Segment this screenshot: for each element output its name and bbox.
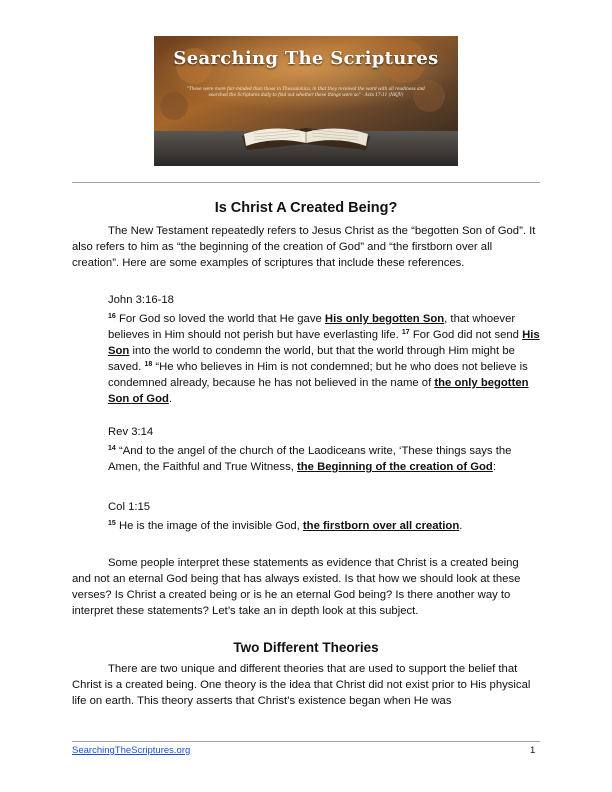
verse-text: : [492,461,496,473]
scripture-ref-col: Col 1:15 [108,501,151,513]
emphasis: His only begotten Son [324,313,445,325]
emphasis: the Beginning of the creation of God [297,461,493,473]
verse-number: 18 [144,361,153,368]
banner-title: Searching The Scriptures [173,48,439,69]
verse-text: into the world to condemn the world, but that the world through Him might be saved. [108,345,515,373]
header-banner [154,36,458,166]
scripture-ref-john: John 3:16-18 [108,294,174,306]
emphasis: the firstborn over all creation [302,520,460,532]
scripture-text-john [108,311,540,407]
scripture-ref-rev: Rev 3:14 [108,426,154,438]
verse-text: For God did not send [412,329,523,341]
verse-number: 17 [401,329,410,336]
emphasis: His Son [108,329,540,357]
scripture-text-rev [108,443,540,475]
verse-text: He is the image of the invisible God, [118,520,303,532]
verse-number: 15 [108,520,116,527]
verse-number: 16 [108,313,116,320]
body-paragraph-2 [72,555,540,619]
verse-text: “He who believes in Him is not condemned; but he who does not believe is condemned already, because he has not believed in the name of [108,361,528,389]
verse-number: 14 [108,445,116,452]
verse-text: , that whoever believes in Him should not perish but have everlasting life. [108,313,516,341]
intro-paragraph [72,223,540,271]
verse-text: “And to the angel of the church of the Laodiceans write, ‘These things says the Amen, the Faithful and True Witness, [108,445,512,473]
verse-text: . [459,520,463,532]
paragraph-text: There are two unique and different theories that are used to support the belief that Christ is a created being. One theory is the idea that Christ did not exist prior to His physical life on earth. This theory asserts that Christ’s existence began when He was [72,663,531,707]
footer-divider [72,741,540,742]
section-title: Two Different Theories [233,640,379,655]
page-number: 1 [530,745,536,756]
footer-website-link[interactable]: SearchingTheScriptures.org [72,745,191,756]
verse-text: For God so loved the world that He gave [118,313,325,325]
emphasis: the only begotten Son of God [108,377,529,405]
verse-text: . [168,393,173,405]
intro-text: The New Testament repeatedly refers to Jesus Christ as the “begotten Son of God”. It also refers to him as “the beginning of the creation of God” and “the firstborn over all creation”. Here are some examples of scriptures that include these references. [72,225,536,269]
paragraph-text: Some people interpret these statements as evidence that Christ is a created being and not an eternal God being that has always existed. Is that how we should look at these verses? Is Christ a created being or is he an eternal God being? Is there another way to interpret these statements? Let’s take an in depth look at this subject. [72,557,521,617]
body-paragraph-3 [72,661,540,709]
scripture-text-col [108,518,540,534]
banner-quote: "These were more fair-minded than those in Thessalonica, in that they received the word with all readiness and searched the Scriptures daily to find out whether these things were so" - Acts 17:11 (NKJV) [187,86,425,97]
document-title: Is Christ A Created Being? [214,200,398,216]
header-divider [72,182,540,183]
